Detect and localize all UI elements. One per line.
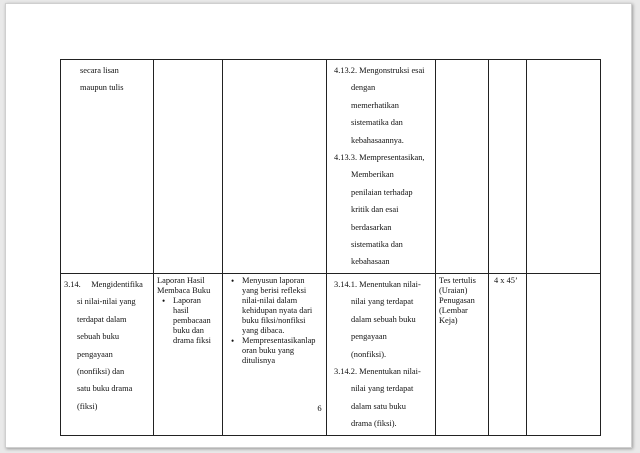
assessment-line: Keja) xyxy=(439,315,458,325)
list-item-line: drama fiksi xyxy=(173,335,211,345)
assessment-line: (Lembar xyxy=(439,305,468,315)
material-cell xyxy=(154,60,223,274)
table-row xyxy=(61,60,601,274)
list-item-line: buku dan xyxy=(173,325,204,335)
material-list xyxy=(157,296,219,346)
indicator-line: kritik dan esai xyxy=(351,205,399,215)
list-item-line: oran buku yang xyxy=(242,345,295,355)
indicator-cell xyxy=(327,60,436,274)
material-title: Membaca Buku xyxy=(157,285,211,295)
indicator-line: pengayaan xyxy=(351,332,387,342)
material-title: Laporan Hasil xyxy=(157,275,205,285)
indicator-line: sistematika dan xyxy=(351,118,403,128)
competency-line: terdapat dalam xyxy=(77,314,127,324)
list-item xyxy=(173,296,219,346)
competency-line: sebuah buku xyxy=(77,332,120,342)
competency-line: pengayaan xyxy=(77,349,113,359)
indicator-head: 3.14.1. Menentukan nilai- xyxy=(334,279,421,289)
time-cell xyxy=(489,60,527,274)
list-item-line: buku fiksi/nonfiksi xyxy=(242,315,306,325)
indicator-head: 3.14.2. Menentukan nilai- xyxy=(334,366,421,376)
competency-cell xyxy=(61,60,154,274)
document-page xyxy=(5,3,632,448)
lesson-plan-table xyxy=(60,59,601,436)
indicator-line: berdasarkan xyxy=(351,222,392,232)
indicator-line: dengan xyxy=(351,83,376,93)
resource-cell xyxy=(527,60,601,274)
indicator-line: nilai yang terdapat xyxy=(351,297,414,307)
list-item-line: • Mempresentasikanlap xyxy=(242,335,316,345)
indicator-line: Memberikan xyxy=(351,170,394,180)
competency-line: maupun tulis xyxy=(80,83,124,93)
assessment-cell xyxy=(436,60,489,274)
list-item-line: ditulisnya xyxy=(242,355,276,365)
indicator-head: 4.13.3. Mempresentasikan, xyxy=(334,153,425,163)
list-item-line: nilai-nilai dalam xyxy=(242,295,298,305)
indicator-line: dalam sebuah buku xyxy=(351,314,416,324)
list-item-line: pembacaan xyxy=(173,315,211,325)
list-item-line: • Menyusun laporan xyxy=(242,275,305,285)
competency-line: satu buku drama xyxy=(77,384,133,394)
competency-line: (fiksi) xyxy=(77,401,98,411)
indicator-line: sistematika dan xyxy=(351,240,403,250)
list-item xyxy=(242,336,323,366)
indicator-line: memerhatikan xyxy=(351,100,399,110)
competency-head: 3.14. Mengidentifika xyxy=(64,279,143,289)
indicator-line: kebahasaan xyxy=(351,257,390,267)
assessment-line: (Uraian) xyxy=(439,285,468,295)
page-number: 6 xyxy=(317,403,322,413)
competency-line: (nonfiksi) dan xyxy=(77,366,125,376)
indicator-line: nilai yang terdapat xyxy=(351,384,414,394)
assessment-line: Penugasan xyxy=(439,295,475,305)
list-item-line: hasil xyxy=(173,305,189,315)
indicator-line: drama (fiksi). xyxy=(351,419,397,429)
competency-line: si nilai-nilai yang xyxy=(77,297,136,307)
list-item xyxy=(242,276,323,336)
assessment-line: Tes tertulis xyxy=(439,275,476,285)
indicator-line: (nonfiksi). xyxy=(351,349,387,359)
indicator-line: penilaian terhadap xyxy=(351,187,413,197)
time-allocation: 4 x 45’ xyxy=(494,275,518,285)
indicator-head: 4.13.2. Mengonstruksi esai xyxy=(334,66,425,75)
activity-list xyxy=(226,276,323,366)
list-item-line: yang berisi refleksi xyxy=(242,285,307,295)
list-item-line: yang dibaca. xyxy=(242,325,285,335)
list-item-line: kehidupan nyata dari xyxy=(242,305,313,315)
competency-line: secara lisan xyxy=(80,66,119,75)
indicator-line: dalam satu buku xyxy=(351,401,406,411)
activity-cell xyxy=(223,60,327,274)
indicator-line: kebahasaannya. xyxy=(351,135,404,145)
list-item-line: • Laporan xyxy=(173,295,201,305)
